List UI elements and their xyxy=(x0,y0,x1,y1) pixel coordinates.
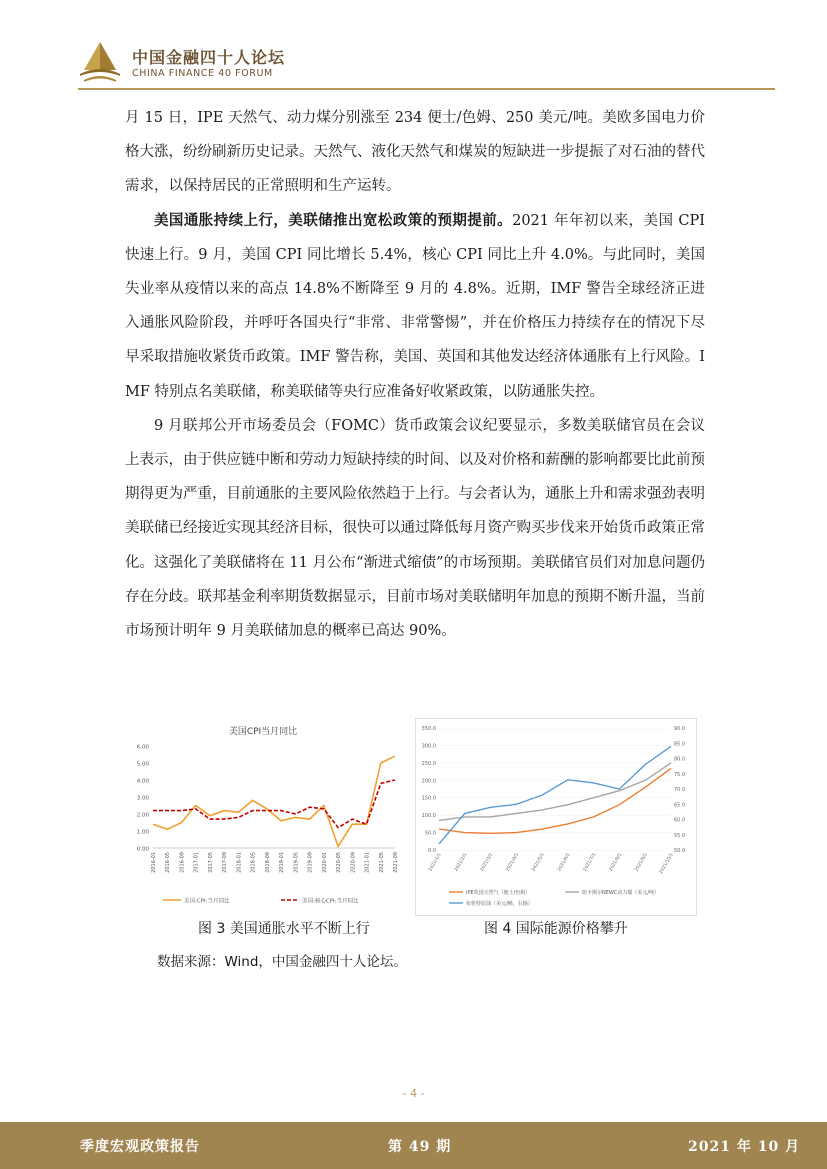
y-left-tick-label: 250.0 xyxy=(421,760,436,767)
x-tick-label: 2017-09 xyxy=(222,852,229,873)
y-left-tick-label: 200.0 xyxy=(421,778,436,785)
y-left-tick-label: 350.0 xyxy=(421,726,436,732)
x-tick-label: 2021/10/1 xyxy=(658,852,675,875)
header-divider xyxy=(78,88,775,90)
forum-logo-icon xyxy=(78,40,122,84)
logo-chinese-name: 中国金融四十人论坛 xyxy=(132,48,286,67)
y-tick-label: 6.00 xyxy=(136,744,149,751)
x-tick-label: 2017-05 xyxy=(207,852,214,873)
x-tick-label: 2018-05 xyxy=(250,852,257,873)
footer-issue: 第 49 期 xyxy=(388,1139,452,1155)
x-tick-label: 2019-05 xyxy=(293,852,300,873)
paragraph-3-text: 9 月联邦公开市场委员会（FOMC）货币政策会议纪要显示，多数美联储官员在会议上表示，由于供应链中断和劳动力短缺持续的时间、以及对价格和薪酬的影响都要比此前预期得更为严重，目前通胀的主要风险依然趋于上行。与会者认为，通胀上升和需求强劲表明美联储已经接近实现其经济目标，很快可以通过降低每月资产购买步伐来开始货币政策正常化。这强化了美联储将在 11 月公布“渐进式缩债”的市场预期。美联储官员们对加息问题仍存在分歧。联邦基金利率期货数据显示，目前市场对美联储明年加息的预期不断升温，当前市场预计明年 9 月美联储加息的概率已高达 90%。 xyxy=(125,417,705,640)
legend-label: 美国:核心CPI:当月同比 xyxy=(302,898,359,905)
x-tick-label: 2021/4/1 xyxy=(505,852,521,873)
x-tick-label: 2021/9/1 xyxy=(634,852,649,873)
x-tick-label: 2021/8/1 xyxy=(608,852,624,873)
figure-3-caption: 图 3 美国通胀水平不断上行 xyxy=(198,921,370,937)
y-right-tick-label: 80.0 xyxy=(674,756,686,763)
data-source-note: 数据来源：Wind，中国金融四十人论坛。 xyxy=(157,954,407,970)
paragraph-2-text: 2021 年年初以来，美国 CPI 快速上行。9 月，美国 CPI 同比增长 5.4%，核心 CPI 同比上升 4.0%。与此同时，美国失业率从疫情以来的高点 14.8%不断降至 9 月的 4.8%。近期，IMF 警告全球经济正进入通胀风险阶段，并呼吁各国央行“非常、非常警惕”，并在价格压力持续存在的情况下尽早采取措施收紧货币政策。IMF 警告称，美国、英国和其他发达经济体通胀有上行风险。IMF 特别点名美联储，称美联储等央行应准备好收紧政策，以防通胀失控。 xyxy=(125,212,705,400)
y-right-tick-label: 50.0 xyxy=(674,848,686,854)
y-left-tick-label: 100.0 xyxy=(421,813,436,820)
x-tick-label: 2019-01 xyxy=(279,852,286,873)
x-tick-label: 2021-01 xyxy=(364,852,371,873)
paragraph-2-lead: 美国通胀持续上行，美联储推出宽松政策的预期提前。 xyxy=(154,211,513,229)
x-tick-label: 2021/1/1 xyxy=(428,852,443,873)
y-right-tick-label: 75.0 xyxy=(674,771,686,778)
paragraph-1 xyxy=(125,101,705,204)
x-tick-label: 2021/3/1 xyxy=(479,852,495,873)
legend-label: 纽卡斯尔NEWC动力煤（美元/吨） xyxy=(582,890,660,896)
y-left-tick-label: 150.0 xyxy=(421,795,436,802)
y-tick-label: 5.00 xyxy=(136,761,149,768)
x-tick-label: 2018-01 xyxy=(236,852,243,873)
y-right-tick-label: 90.0 xyxy=(674,726,686,732)
chart-frame xyxy=(416,719,697,916)
us-cpi-chart xyxy=(123,718,403,916)
y-right-tick-label: 65.0 xyxy=(674,802,686,809)
x-tick-label: 2021-05 xyxy=(378,852,385,873)
energy-price-chart xyxy=(415,718,697,916)
paragraph-1-text: 月 15 日，IPE 天然气、动力煤分别涨至 234 便士/色姆、250 美元/吨。美欧多国电力价格大涨，纷纷刷新历史记录。天然气、液化天然气和煤炭的短缺进一步提振了对石油的替代需求，以保持居民的正常照明和生产运转。 xyxy=(125,110,705,195)
y-right-tick-label: 55.0 xyxy=(674,832,686,839)
x-tick-label: 2020-01 xyxy=(321,852,328,873)
y-left-tick-label: 300.0 xyxy=(421,743,436,750)
logo-english-name: CHINA FINANCE 40 FORUM xyxy=(132,68,273,79)
x-tick-label: 2016-09 xyxy=(179,852,186,873)
y-left-tick-label: 50.0 xyxy=(424,830,436,837)
y-right-tick-label: 70.0 xyxy=(674,787,686,793)
y-tick-label: 4.00 xyxy=(136,778,149,785)
legend-label: 布伦特原油（美元/桶，右轴） xyxy=(466,901,533,907)
paragraph-3 xyxy=(125,409,705,648)
y-left-tick-label: 0.0 xyxy=(428,848,436,854)
page-header xyxy=(0,0,827,92)
page-number: - 4 - xyxy=(402,1087,425,1100)
x-tick-label: 2020-05 xyxy=(336,852,343,873)
x-tick-label: 2019-09 xyxy=(307,852,314,873)
x-tick-label: 2020-09 xyxy=(350,852,357,873)
y-right-tick-label: 85.0 xyxy=(674,741,686,748)
x-tick-label: 2017-01 xyxy=(193,852,200,873)
x-tick-label: 2021/2/1 xyxy=(454,852,469,873)
y-right-tick-label: 60.0 xyxy=(674,817,686,824)
paragraph-2 xyxy=(125,204,705,409)
y-tick-label: 0.00 xyxy=(136,846,149,853)
x-tick-label: 2021/7/1 xyxy=(582,852,598,873)
y-tick-label: 2.00 xyxy=(136,812,149,819)
legend-label: IPE英国天然气（便士/色姆） xyxy=(466,890,531,896)
body-text xyxy=(125,101,705,648)
x-tick-label: 2016-05 xyxy=(165,852,172,873)
x-tick-label: 2016-01 xyxy=(151,852,157,873)
y-tick-label: 1.00 xyxy=(136,829,149,836)
footer-date: 2021 年 10 月 xyxy=(688,1139,801,1155)
chart-title: 美国CPI当月同比 xyxy=(228,727,298,737)
series-line-2 xyxy=(153,780,395,828)
series-line-1 xyxy=(153,756,395,846)
x-tick-label: 2021/5/1 xyxy=(531,852,546,873)
x-tick-label: 2021-09 xyxy=(393,852,399,873)
footer-report-name: 季度宏观政策报告 xyxy=(80,1139,200,1155)
legend-label: 美国:CPI:当月同比 xyxy=(184,898,230,905)
y-tick-label: 3.00 xyxy=(136,795,149,802)
x-tick-label: 2021/6/1 xyxy=(557,852,572,873)
x-tick-label: 2018-09 xyxy=(264,852,271,873)
figure-4-caption: 图 4 国际能源价格攀升 xyxy=(484,921,628,937)
